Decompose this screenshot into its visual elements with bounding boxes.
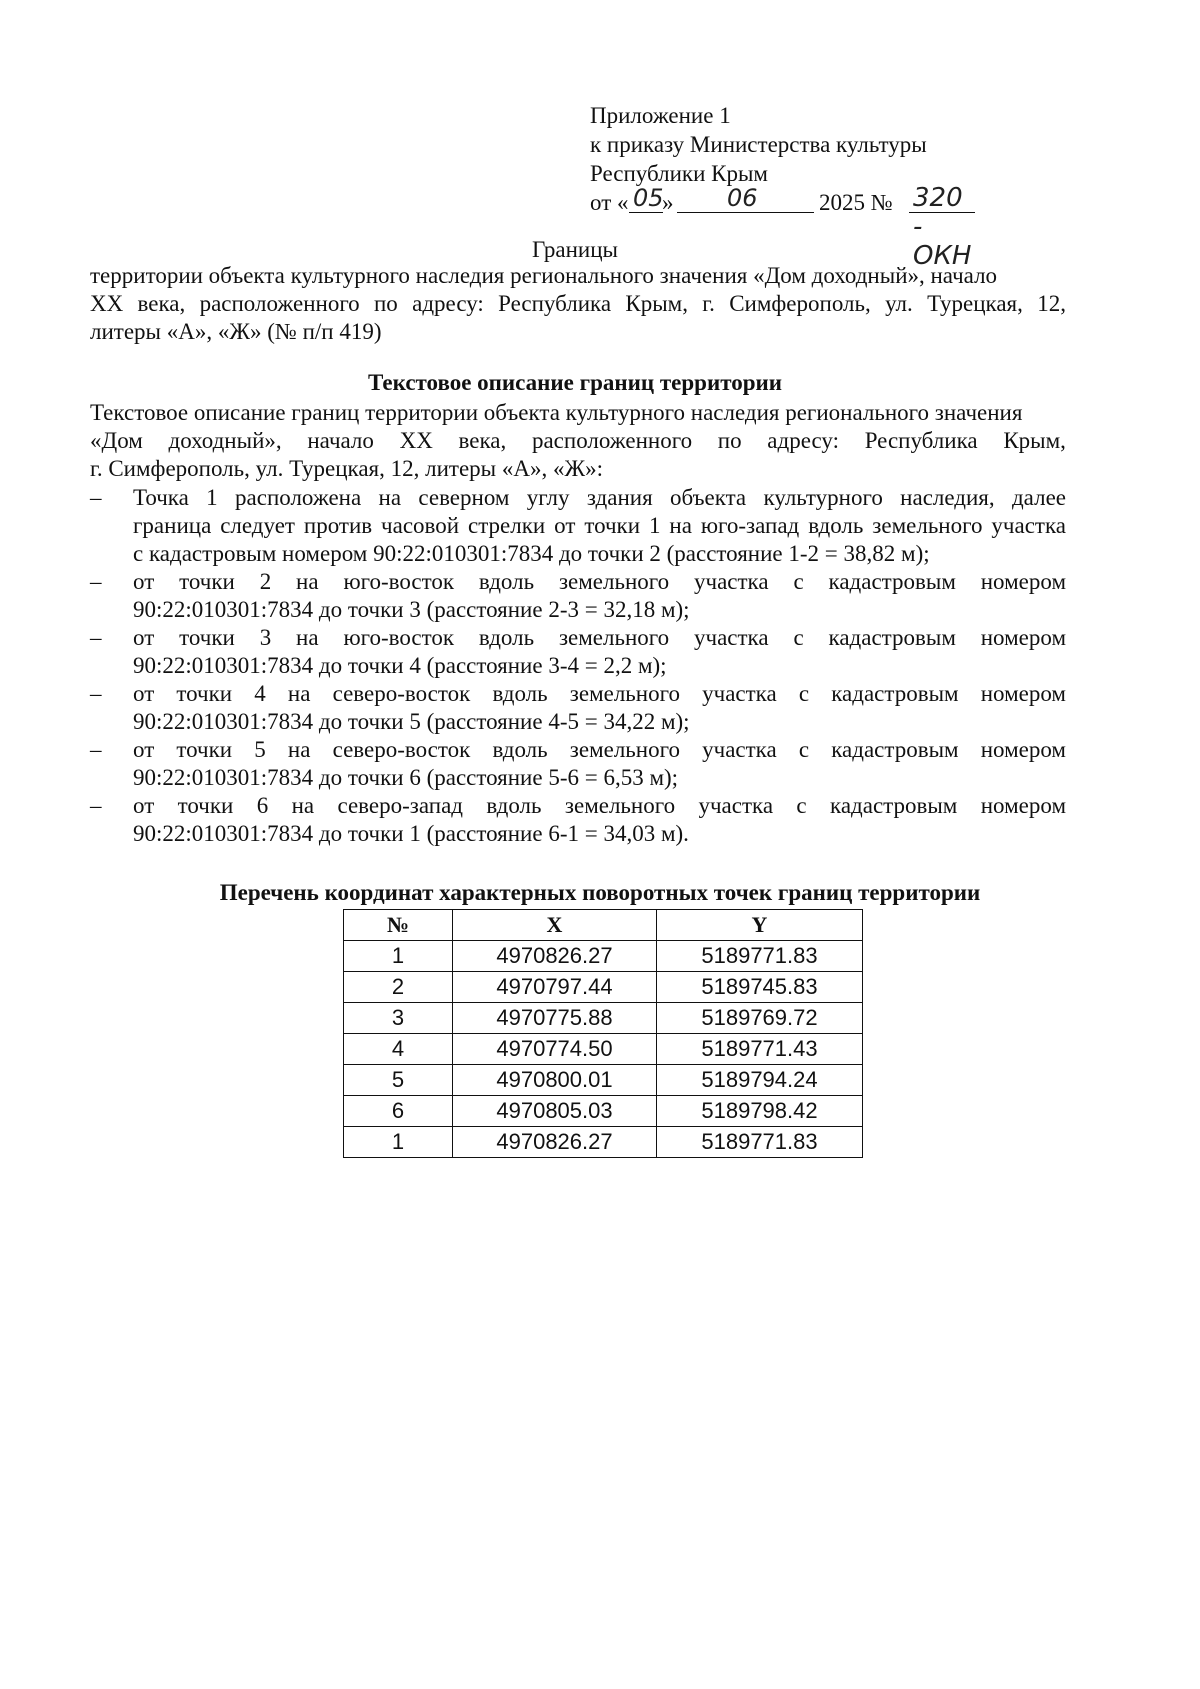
word: «Дом	[90, 428, 143, 453]
list-dash: –	[90, 737, 102, 762]
list-item-line: от точки 5 на северо-восток вдоль земельного участка с кадастровым номером	[133, 737, 1066, 762]
list-dash: –	[90, 793, 102, 818]
boundary-list-item	[90, 568, 1066, 624]
table-row	[344, 941, 863, 972]
word: расположенного	[531, 428, 693, 453]
list-item-line: от точки 6 на северо-запад вдоль земельного участка с кадастровым номером	[133, 793, 1066, 818]
list-item-line: граница следует против часовой стрелки от точки 1 на юго-запад вдоль земельного участка	[133, 513, 1066, 538]
list-item-line: 90:22:010301:7834 до точки 6 (расстояние 5-6 = 6,53 м);	[133, 765, 679, 790]
boundary-list-item	[90, 624, 1066, 680]
boundary-list-item	[90, 736, 1066, 792]
word: расположенного	[199, 291, 360, 316]
boundary-description-list	[90, 484, 1066, 848]
word: Симферополь,	[729, 291, 871, 316]
word: XX	[90, 291, 124, 316]
table-row	[344, 972, 863, 1003]
table-row	[344, 1096, 863, 1127]
word: XX	[399, 428, 433, 453]
cell-x: 4970805.03	[453, 1096, 657, 1127]
cell-x: 4970826.27	[453, 1127, 657, 1158]
word: начало	[307, 428, 374, 453]
word: Республика	[864, 428, 978, 453]
cell-x: 4970797.44	[453, 972, 657, 1003]
list-dash: –	[90, 625, 102, 650]
list-item-line: 90:22:010301:7834 до точки 1 (расстояние 6-1 = 34,03 м).	[133, 821, 689, 846]
description-line-3: г. Симферополь, ул. Турецкая, 12, литеры «А», «Ж»:	[90, 456, 603, 481]
list-item-line: 90:22:010301:7834 до точки 3 (расстояние 2-3 = 32,18 м);	[133, 597, 690, 622]
word: 12,	[1037, 291, 1066, 316]
handwritten-month: 06	[727, 184, 758, 212]
word: Турецкая,	[927, 291, 1023, 316]
table-row	[344, 1003, 863, 1034]
cell-y: 5189794.24	[657, 1065, 863, 1096]
word: адресу:	[767, 428, 839, 453]
table-row	[344, 1034, 863, 1065]
cell-number: 2	[344, 972, 453, 1003]
order-date-line	[590, 183, 972, 271]
year-and-number-label: 2025 №	[819, 190, 893, 215]
cell-number: 6	[344, 1096, 453, 1127]
cell-number: 3	[344, 1003, 453, 1034]
appendix-block	[590, 101, 972, 271]
coordinates-table	[343, 909, 863, 1158]
cell-y: 5189745.83	[657, 972, 863, 1003]
intro-paragraph	[90, 262, 1066, 346]
handwritten-day: 05	[633, 184, 664, 212]
appendix-line-2: к приказу Министерства культуры	[590, 132, 927, 157]
word: ул.	[885, 291, 913, 316]
table-row	[344, 1127, 863, 1158]
word: г.	[702, 291, 715, 316]
column-header-number: №	[344, 910, 453, 941]
word: века,	[137, 291, 186, 316]
coordinates-table-title: Перечень координат характерных поворотных точек границ территории	[219, 880, 981, 905]
word: Крым,	[625, 291, 688, 316]
cell-number: 4	[344, 1034, 453, 1065]
document-title: Границы	[532, 237, 618, 262]
list-item-line: с кадастровым номером 90:22:010301:7834 до точки 2 (расстояние 1-2 = 38,82 м);	[133, 541, 930, 566]
table-header-row	[344, 910, 863, 941]
list-dash: –	[90, 569, 102, 594]
cell-y: 5189771.83	[657, 1127, 863, 1158]
word: Республика	[498, 291, 612, 316]
date-prefix: от «	[590, 190, 629, 215]
column-header-y: Y	[657, 910, 863, 941]
list-dash: –	[90, 681, 102, 706]
list-item-line: Точка 1 расположена на северном углу здания объекта культурного наследия, далее	[133, 485, 1066, 510]
boundary-list-item	[90, 484, 1066, 568]
boundary-list-item	[90, 680, 1066, 736]
list-item-line: 90:22:010301:7834 до точки 4 (расстояние 3-4 = 2,2 м);	[133, 653, 667, 678]
intro-line-1: территории объекта культурного наследия регионального значения «Дом доходный», начало	[90, 263, 998, 288]
cell-number: 1	[344, 941, 453, 972]
coordinates-table-body	[344, 941, 863, 1158]
day-suffix: »	[662, 190, 674, 215]
cell-y: 5189798.42	[657, 1096, 863, 1127]
intro-line-3: литеры «А», «Ж» (№ п/п 419)	[90, 319, 382, 344]
column-header-x: X	[453, 910, 657, 941]
list-item-line: 90:22:010301:7834 до точки 5 (расстояние 4-5 = 34,22 м);	[133, 709, 690, 734]
word: Крым,	[1003, 428, 1066, 453]
intro-line-2	[90, 290, 1066, 318]
description-line-1: Текстовое описание границ территории объекта культурного наследия регионального значения	[90, 400, 1023, 425]
cell-x: 4970775.88	[453, 1003, 657, 1034]
word: по	[374, 291, 398, 316]
word: по	[717, 428, 742, 453]
appendix-line-1: Приложение 1	[590, 103, 731, 128]
list-item-line: от точки 4 на северо-восток вдоль земельного участка с кадастровым номером	[133, 681, 1066, 706]
cell-number: 1	[344, 1127, 453, 1158]
list-dash: –	[90, 485, 102, 510]
appendix-line-3: Республики Крым	[590, 161, 768, 186]
cell-y: 5189769.72	[657, 1003, 863, 1034]
cell-x: 4970774.50	[453, 1034, 657, 1065]
table-row	[344, 1065, 863, 1096]
word: века,	[458, 428, 507, 453]
boundary-list-item	[90, 792, 1066, 848]
cell-x: 4970826.27	[453, 941, 657, 972]
cell-y: 5189771.83	[657, 941, 863, 972]
cell-y: 5189771.43	[657, 1034, 863, 1065]
word: адресу:	[412, 291, 484, 316]
list-item-line: от точки 3 на юго-восток вдоль земельного участка с кадастровым номером	[133, 625, 1066, 650]
cell-x: 4970800.01	[453, 1065, 657, 1096]
description-line-2	[90, 427, 1066, 455]
list-item-line: от точки 2 на юго-восток вдоль земельного участка с кадастровым номером	[133, 569, 1066, 594]
word: доходный»,	[168, 428, 282, 453]
handwritten-order-number: 320 - ОКН	[913, 183, 972, 271]
section-heading: Текстовое описание границ территории	[367, 370, 783, 395]
description-paragraph	[90, 399, 1066, 483]
cell-number: 5	[344, 1065, 453, 1096]
